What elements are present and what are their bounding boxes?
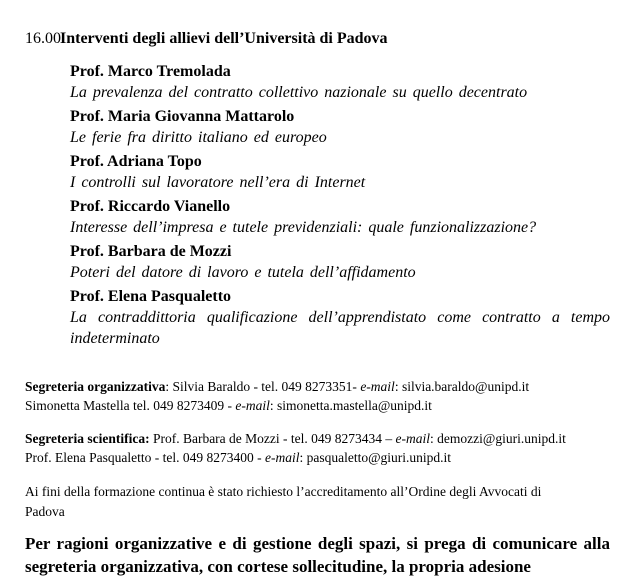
email-address: : demozzi@giuri.unipd.it (430, 431, 566, 446)
contact-text: Prof. Elena Pasqualetto - tel. 049 8273400 - (25, 450, 265, 465)
talk-item (70, 151, 610, 193)
scientific-secretariat-line-2 (25, 448, 610, 467)
talk-title-continuation: indeterminato (70, 330, 160, 347)
talk-title: Poteri del datore di lavoro e tutela dell’affidamento (70, 264, 416, 281)
talk-speaker: Prof. Barbara de Mozzi (70, 243, 232, 260)
talk-title: Le ferie fra diritto italiano ed europeo (70, 129, 327, 146)
talk-item (70, 241, 610, 283)
closing-note-line-2: segreteria organizzativa, con cortese sollecitudine, la propria adesione (25, 557, 531, 576)
talk-speaker: Prof. Riccardo Vianello (70, 198, 231, 215)
talk-speaker: Prof. Maria Giovanna Mattarolo (70, 108, 295, 125)
closing-note-line-1: Per ragioni organizzative e di gestione degli spazi, si prega di comunicare alla (25, 534, 610, 553)
talk-title: La contraddittoria qualificazione dell’apprendistato come contratto a tempo (70, 309, 610, 326)
email-label: e-mail (264, 450, 300, 465)
organizing-secretariat (25, 377, 610, 415)
scientific-secretariat (25, 429, 610, 467)
contact-text: Prof. Barbara de Mozzi - tel. 049 8273434 – (149, 431, 396, 446)
session-title: Interventi degli allievi dell’Università di Padova (60, 30, 388, 47)
email-label: e-mail (360, 379, 395, 394)
accreditation-note-line-2: Padova (25, 504, 65, 519)
talk-item (70, 61, 610, 103)
talk-title: Interesse dell’impresa e tutele previdenziali: quale funzionalizzazione? (70, 219, 537, 236)
talk-item (70, 106, 610, 148)
talks-list (70, 61, 610, 349)
email-address: : silvia.baraldo@unipd.it (394, 379, 530, 394)
scientific-secretariat-label: Segreteria scientifica: (25, 431, 150, 446)
organizing-secretariat-line-1 (25, 377, 610, 396)
accreditation-note-line-1: Ai fini della formazione continua è stato richiesto l’accreditamento all’Ordine degli Avvocati di (25, 484, 542, 499)
email-label: e-mail (235, 398, 270, 413)
contact-text: : Silvia Baraldo - tel. 049 8273351- (165, 379, 361, 394)
closing-note (25, 532, 610, 578)
email-address: : pasqualetto@giuri.unipd.it (299, 450, 452, 465)
session-time: 16.00 (25, 30, 61, 47)
talk-title: I controlli sul lavoratore nell’era di Internet (70, 174, 366, 191)
scientific-secretariat-line-1 (25, 429, 610, 448)
contact-text: Simonetta Mastella tel. 049 8273409 - (25, 398, 236, 413)
talk-speaker: Prof. Elena Pasqualetto (70, 288, 232, 305)
accreditation-note (25, 482, 610, 522)
email-label: e-mail (395, 431, 431, 446)
talk-speaker: Prof. Marco Tremolada (70, 63, 231, 80)
talk-item (70, 286, 610, 349)
organizing-secretariat-label: Segreteria organizzativa (25, 379, 166, 394)
organizing-secretariat-line-2 (25, 396, 610, 415)
talk-title: La prevalenza del contratto collettivo nazionale su quello decentrato (70, 84, 528, 101)
email-address: : simonetta.mastella@unipd.it (269, 398, 432, 413)
talk-item (70, 196, 610, 238)
session-heading (25, 29, 610, 49)
talk-speaker: Prof. Adriana Topo (70, 153, 202, 170)
